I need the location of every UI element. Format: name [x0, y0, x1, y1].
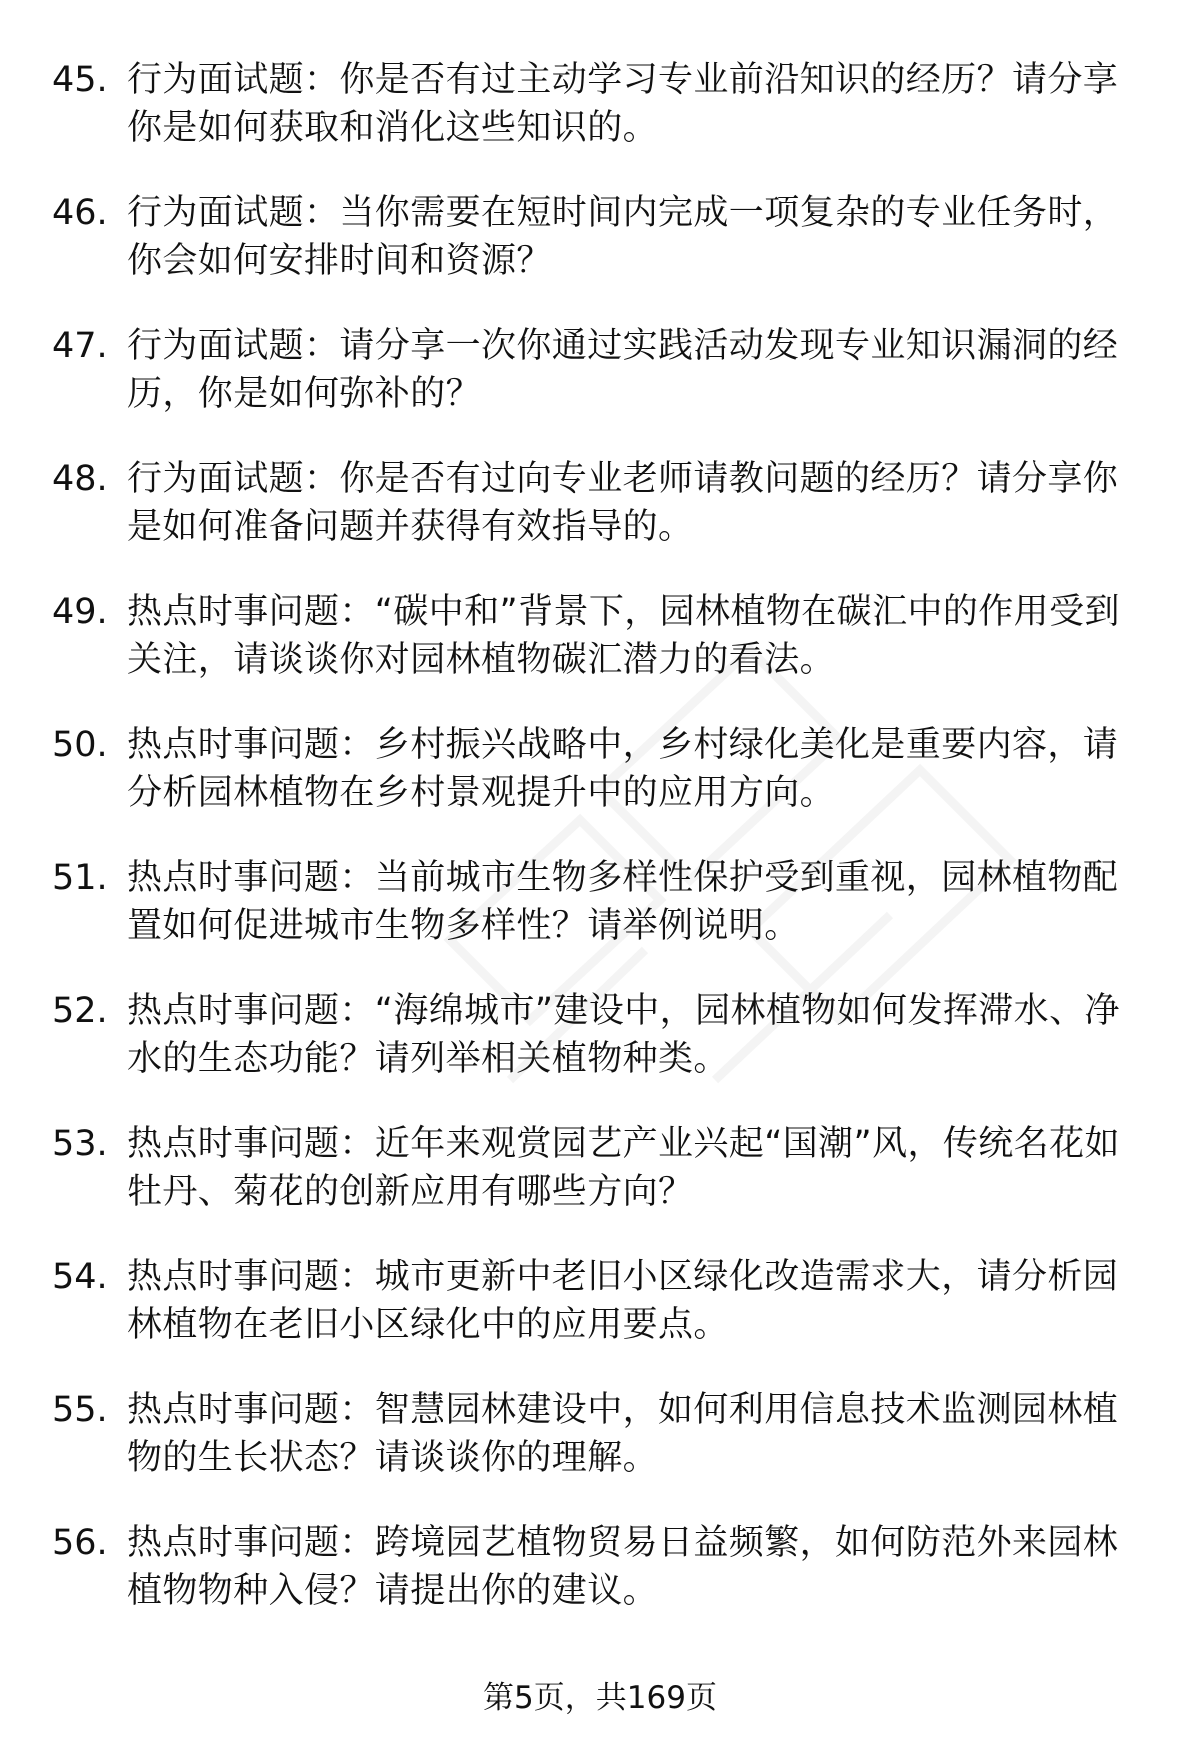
question-text: 热点时事问题：“碳中和”背景下，园林植物在碳汇中的作用受到关注，请谈谈你对园林植物碳汇潜力的看法。: [127, 592, 1120, 680]
question-text: 热点时事问题：乡村振兴战略中，乡村绿化美化是重要内容，请分析园林植物在乡村景观提升中的应用方向。: [127, 725, 1119, 813]
question-number: 51.: [52, 858, 108, 898]
question-item: [52, 455, 1142, 551]
question-number: 52.: [52, 991, 108, 1031]
question-item: [52, 1519, 1142, 1615]
question-text: 热点时事问题：智慧园林建设中，如何利用信息技术监测园林植物的生长状态？请谈谈你的理解。: [127, 1390, 1119, 1478]
question-number: 53.: [52, 1124, 108, 1164]
question-text: 热点时事问题：近年来观赏园艺产业兴起“国潮”风，传统名花如牡丹、菊花的创新应用有哪些方向？: [127, 1124, 1120, 1212]
interview-question-list: [52, 56, 1142, 1652]
question-number: 49.: [52, 592, 108, 632]
question-text: 热点时事问题：当前城市生物多样性保护受到重视，园林植物配置如何促进城市生物多样性？请举例说明。: [127, 858, 1119, 946]
question-text: 热点时事问题：“海绵城市”建设中，园林植物如何发挥滞水、净水的生态功能？请列举相关植物种类。: [127, 991, 1120, 1079]
question-item: [52, 322, 1142, 418]
question-item: [52, 1253, 1142, 1349]
question-text: 行为面试题：你是否有过向专业老师请教问题的经历？请分享你是如何准备问题并获得有效指导的。: [127, 459, 1119, 547]
question-number: 47.: [52, 326, 108, 366]
question-number: 55.: [52, 1390, 108, 1430]
question-item: [52, 1386, 1142, 1482]
question-item: [52, 854, 1142, 950]
question-text: 热点时事问题：城市更新中老旧小区绿化改造需求大，请分析园林植物在老旧小区绿化中的应用要点。: [127, 1257, 1119, 1345]
question-number: 48.: [52, 459, 108, 499]
question-number: 56.: [52, 1523, 108, 1563]
question-text: 热点时事问题：跨境园艺植物贸易日益频繁，如何防范外来园林植物物种入侵？请提出你的建议。: [127, 1523, 1119, 1611]
question-item: [52, 1120, 1142, 1216]
question-number: 50.: [52, 725, 108, 765]
question-number: 54.: [52, 1257, 108, 1297]
question-text: 行为面试题：你是否有过主动学习专业前沿知识的经历？请分享你是如何获取和消化这些知识的。: [127, 60, 1119, 148]
question-text: 行为面试题：当你需要在短时间内完成一项复杂的专业任务时，你会如何安排时间和资源？: [127, 193, 1119, 281]
question-item: [52, 721, 1142, 817]
question-item: [52, 189, 1142, 285]
question-item: [52, 588, 1142, 684]
page-footer: 第5页，共169页: [483, 1680, 717, 1716]
question-text: 行为面试题：请分享一次你通过实践活动发现专业知识漏洞的经历，你是如何弥补的？: [127, 326, 1119, 414]
question-item: [52, 56, 1142, 152]
question-number: 45.: [52, 60, 108, 100]
question-item: [52, 987, 1142, 1083]
question-number: 46.: [52, 193, 108, 233]
